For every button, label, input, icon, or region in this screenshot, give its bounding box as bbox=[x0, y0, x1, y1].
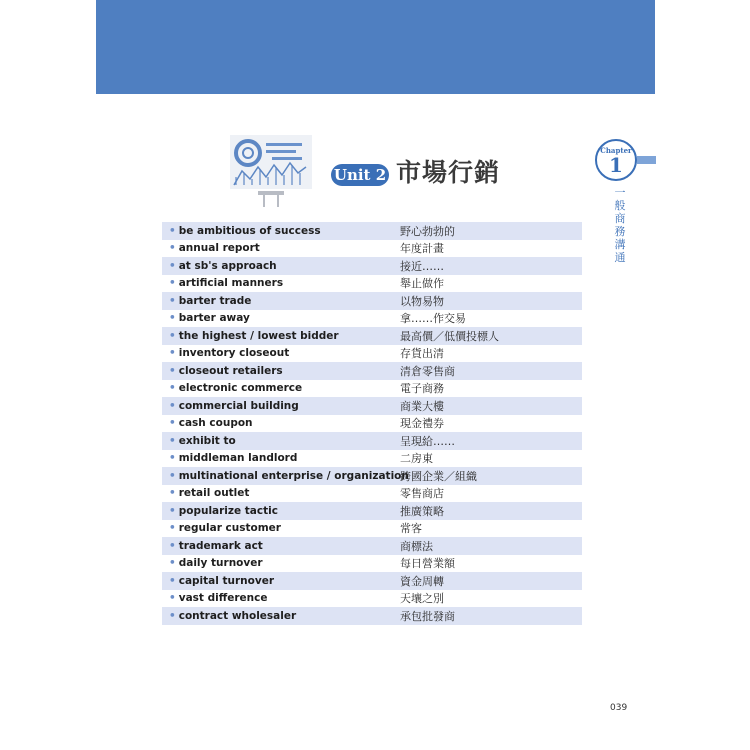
vocabulary-row bbox=[162, 327, 582, 345]
bullet-icon: • bbox=[169, 399, 176, 412]
vocabulary-english-text: exhibit to bbox=[178, 434, 236, 447]
vocabulary-row bbox=[162, 310, 582, 328]
chapter-word: Chapter bbox=[600, 146, 632, 155]
vocabulary-english-text: barter trade bbox=[178, 294, 252, 307]
bullet-icon: • bbox=[169, 434, 176, 447]
vocabulary-english-text: cash coupon bbox=[178, 417, 253, 430]
vocabulary-row bbox=[162, 485, 582, 503]
bullet-icon: • bbox=[169, 259, 176, 272]
chapter-badge bbox=[595, 139, 637, 181]
vocabulary-english-text: annual report bbox=[178, 242, 260, 255]
vocabulary-english bbox=[162, 225, 400, 237]
vocabulary-table bbox=[162, 222, 582, 625]
vocabulary-row bbox=[162, 380, 582, 398]
vocabulary-english bbox=[162, 487, 400, 499]
vocabulary-english bbox=[162, 417, 400, 429]
vocabulary-english bbox=[162, 382, 400, 394]
vocabulary-row bbox=[162, 345, 582, 363]
vocabulary-english-text: middleman landlord bbox=[178, 452, 298, 465]
vocabulary-english-text: regular customer bbox=[178, 522, 281, 535]
vocabulary-english-text: electronic commerce bbox=[178, 382, 303, 395]
vocabulary-row bbox=[162, 257, 582, 275]
bullet-icon: • bbox=[169, 609, 176, 622]
bullet-icon: • bbox=[169, 557, 176, 570]
vocabulary-english-text: multinational enterprise / organization bbox=[178, 469, 409, 482]
chapter-tab bbox=[637, 156, 656, 164]
vocabulary-english-text: retail outlet bbox=[178, 487, 250, 500]
vocabulary-english-text: barter away bbox=[178, 312, 250, 325]
vocabulary-chinese: 存貨出清 bbox=[400, 347, 444, 361]
vocabulary-chinese: 承包批發商 bbox=[400, 609, 455, 623]
vocabulary-english-text: inventory closeout bbox=[178, 347, 290, 360]
vocabulary-english bbox=[162, 365, 400, 377]
vocabulary-english bbox=[162, 452, 400, 464]
vocabulary-chinese: 二房東 bbox=[400, 452, 433, 466]
vocabulary-english bbox=[162, 435, 400, 447]
vocabulary-english-text: artificial manners bbox=[178, 277, 284, 290]
vocabulary-row bbox=[162, 572, 582, 590]
vocabulary-chinese: 野心勃勃的 bbox=[400, 224, 455, 238]
bullet-icon: • bbox=[169, 294, 176, 307]
vocabulary-row bbox=[162, 292, 582, 310]
vocabulary-chinese: 呈現給…… bbox=[400, 434, 455, 448]
vocabulary-english-text: at sb's approach bbox=[178, 259, 277, 272]
vocabulary-english bbox=[162, 575, 400, 587]
vocabulary-row bbox=[162, 520, 582, 538]
vocabulary-chinese: 跨國企業／組織 bbox=[400, 469, 477, 483]
vocabulary-chinese: 年度計畫 bbox=[400, 242, 444, 256]
vocabulary-row bbox=[162, 467, 582, 485]
vocabulary-english bbox=[162, 277, 400, 289]
vocabulary-row bbox=[162, 362, 582, 380]
bullet-icon: • bbox=[169, 469, 176, 482]
vocabulary-chinese: 舉止做作 bbox=[400, 277, 444, 291]
chapter-vertical-title: 一般商務溝通 bbox=[614, 186, 626, 264]
bullet-icon: • bbox=[169, 277, 176, 290]
vocabulary-row bbox=[162, 275, 582, 293]
vocabulary-english bbox=[162, 242, 400, 254]
vocabulary-row bbox=[162, 240, 582, 258]
vocabulary-english bbox=[162, 469, 409, 482]
vocabulary-english bbox=[162, 312, 400, 324]
vocabulary-row bbox=[162, 555, 582, 573]
vocabulary-chinese: 天壤之別 bbox=[400, 592, 444, 606]
bullet-icon: • bbox=[169, 382, 176, 395]
vocabulary-chinese: 商業大樓 bbox=[400, 399, 444, 413]
vocabulary-english-text: capital turnover bbox=[178, 574, 275, 587]
page-number: 039 bbox=[610, 703, 628, 713]
vocabulary-chinese: 清倉零售商 bbox=[400, 364, 455, 378]
vocabulary-english-text: the highest / lowest bidder bbox=[178, 329, 339, 342]
vocabulary-row bbox=[162, 502, 582, 520]
vocabulary-english bbox=[162, 295, 400, 307]
unit-title: 市場行銷 bbox=[396, 158, 501, 187]
chapter-number: 1 bbox=[609, 153, 623, 177]
vocabulary-chinese: 零售商店 bbox=[400, 487, 444, 501]
vocabulary-chinese: 推廣策略 bbox=[400, 504, 444, 518]
vocabulary-chinese: 接近…… bbox=[400, 259, 444, 273]
bullet-icon: • bbox=[169, 522, 176, 535]
vocabulary-row bbox=[162, 590, 582, 608]
vocabulary-english bbox=[162, 540, 400, 552]
vocabulary-chinese: 以物易物 bbox=[400, 294, 444, 308]
report-chart-icon bbox=[228, 133, 314, 211]
vocabulary-english bbox=[162, 330, 400, 342]
top-banner bbox=[96, 0, 655, 94]
vocabulary-english bbox=[162, 592, 400, 604]
vocabulary-chinese: 現金禮券 bbox=[400, 417, 444, 431]
bullet-icon: • bbox=[169, 417, 176, 430]
vocabulary-english bbox=[162, 610, 400, 622]
vocabulary-row bbox=[162, 607, 582, 625]
vocabulary-english-text: daily turnover bbox=[178, 557, 263, 570]
vocabulary-english bbox=[162, 400, 400, 412]
bullet-icon: • bbox=[169, 574, 176, 587]
vocabulary-english-text: closeout retailers bbox=[178, 364, 283, 377]
vocabulary-english bbox=[162, 522, 400, 534]
vocabulary-english bbox=[162, 557, 400, 569]
vocabulary-english-text: vast difference bbox=[178, 592, 268, 605]
bullet-icon: • bbox=[169, 592, 176, 605]
bullet-icon: • bbox=[169, 312, 176, 325]
bullet-icon: • bbox=[169, 329, 176, 342]
vocabulary-english bbox=[162, 505, 400, 517]
vocabulary-chinese: 拿……作交易 bbox=[400, 312, 466, 326]
bullet-icon: • bbox=[169, 364, 176, 377]
vocabulary-english-text: contract wholesaler bbox=[178, 609, 297, 622]
bullet-icon: • bbox=[169, 504, 176, 517]
vocabulary-row bbox=[162, 415, 582, 433]
unit-badge: Unit 2 bbox=[331, 164, 389, 186]
vocabulary-english-text: be ambitious of success bbox=[178, 224, 321, 237]
vocabulary-english-text: commercial building bbox=[178, 399, 299, 412]
vocabulary-chinese: 商標法 bbox=[400, 539, 433, 553]
vocabulary-chinese: 電子商務 bbox=[400, 382, 444, 396]
vocabulary-row bbox=[162, 432, 582, 450]
vocabulary-chinese: 最高價／低價投標人 bbox=[400, 329, 499, 343]
vocabulary-row bbox=[162, 450, 582, 468]
bullet-icon: • bbox=[169, 487, 176, 500]
vocabulary-english bbox=[162, 260, 400, 272]
vocabulary-chinese: 常客 bbox=[400, 522, 422, 536]
vocabulary-english-text: trademark act bbox=[178, 539, 263, 552]
vocabulary-english bbox=[162, 347, 400, 359]
vocabulary-chinese: 每日營業額 bbox=[400, 557, 455, 571]
bullet-icon: • bbox=[169, 452, 176, 465]
bullet-icon: • bbox=[169, 539, 176, 552]
vocabulary-row bbox=[162, 222, 582, 240]
bullet-icon: • bbox=[169, 347, 176, 360]
vocabulary-english-text: popularize tactic bbox=[178, 504, 278, 517]
bullet-icon: • bbox=[169, 242, 176, 255]
vocabulary-row bbox=[162, 397, 582, 415]
vocabulary-row bbox=[162, 537, 582, 555]
vocabulary-chinese: 資金周轉 bbox=[400, 574, 444, 588]
bullet-icon: • bbox=[169, 224, 176, 237]
